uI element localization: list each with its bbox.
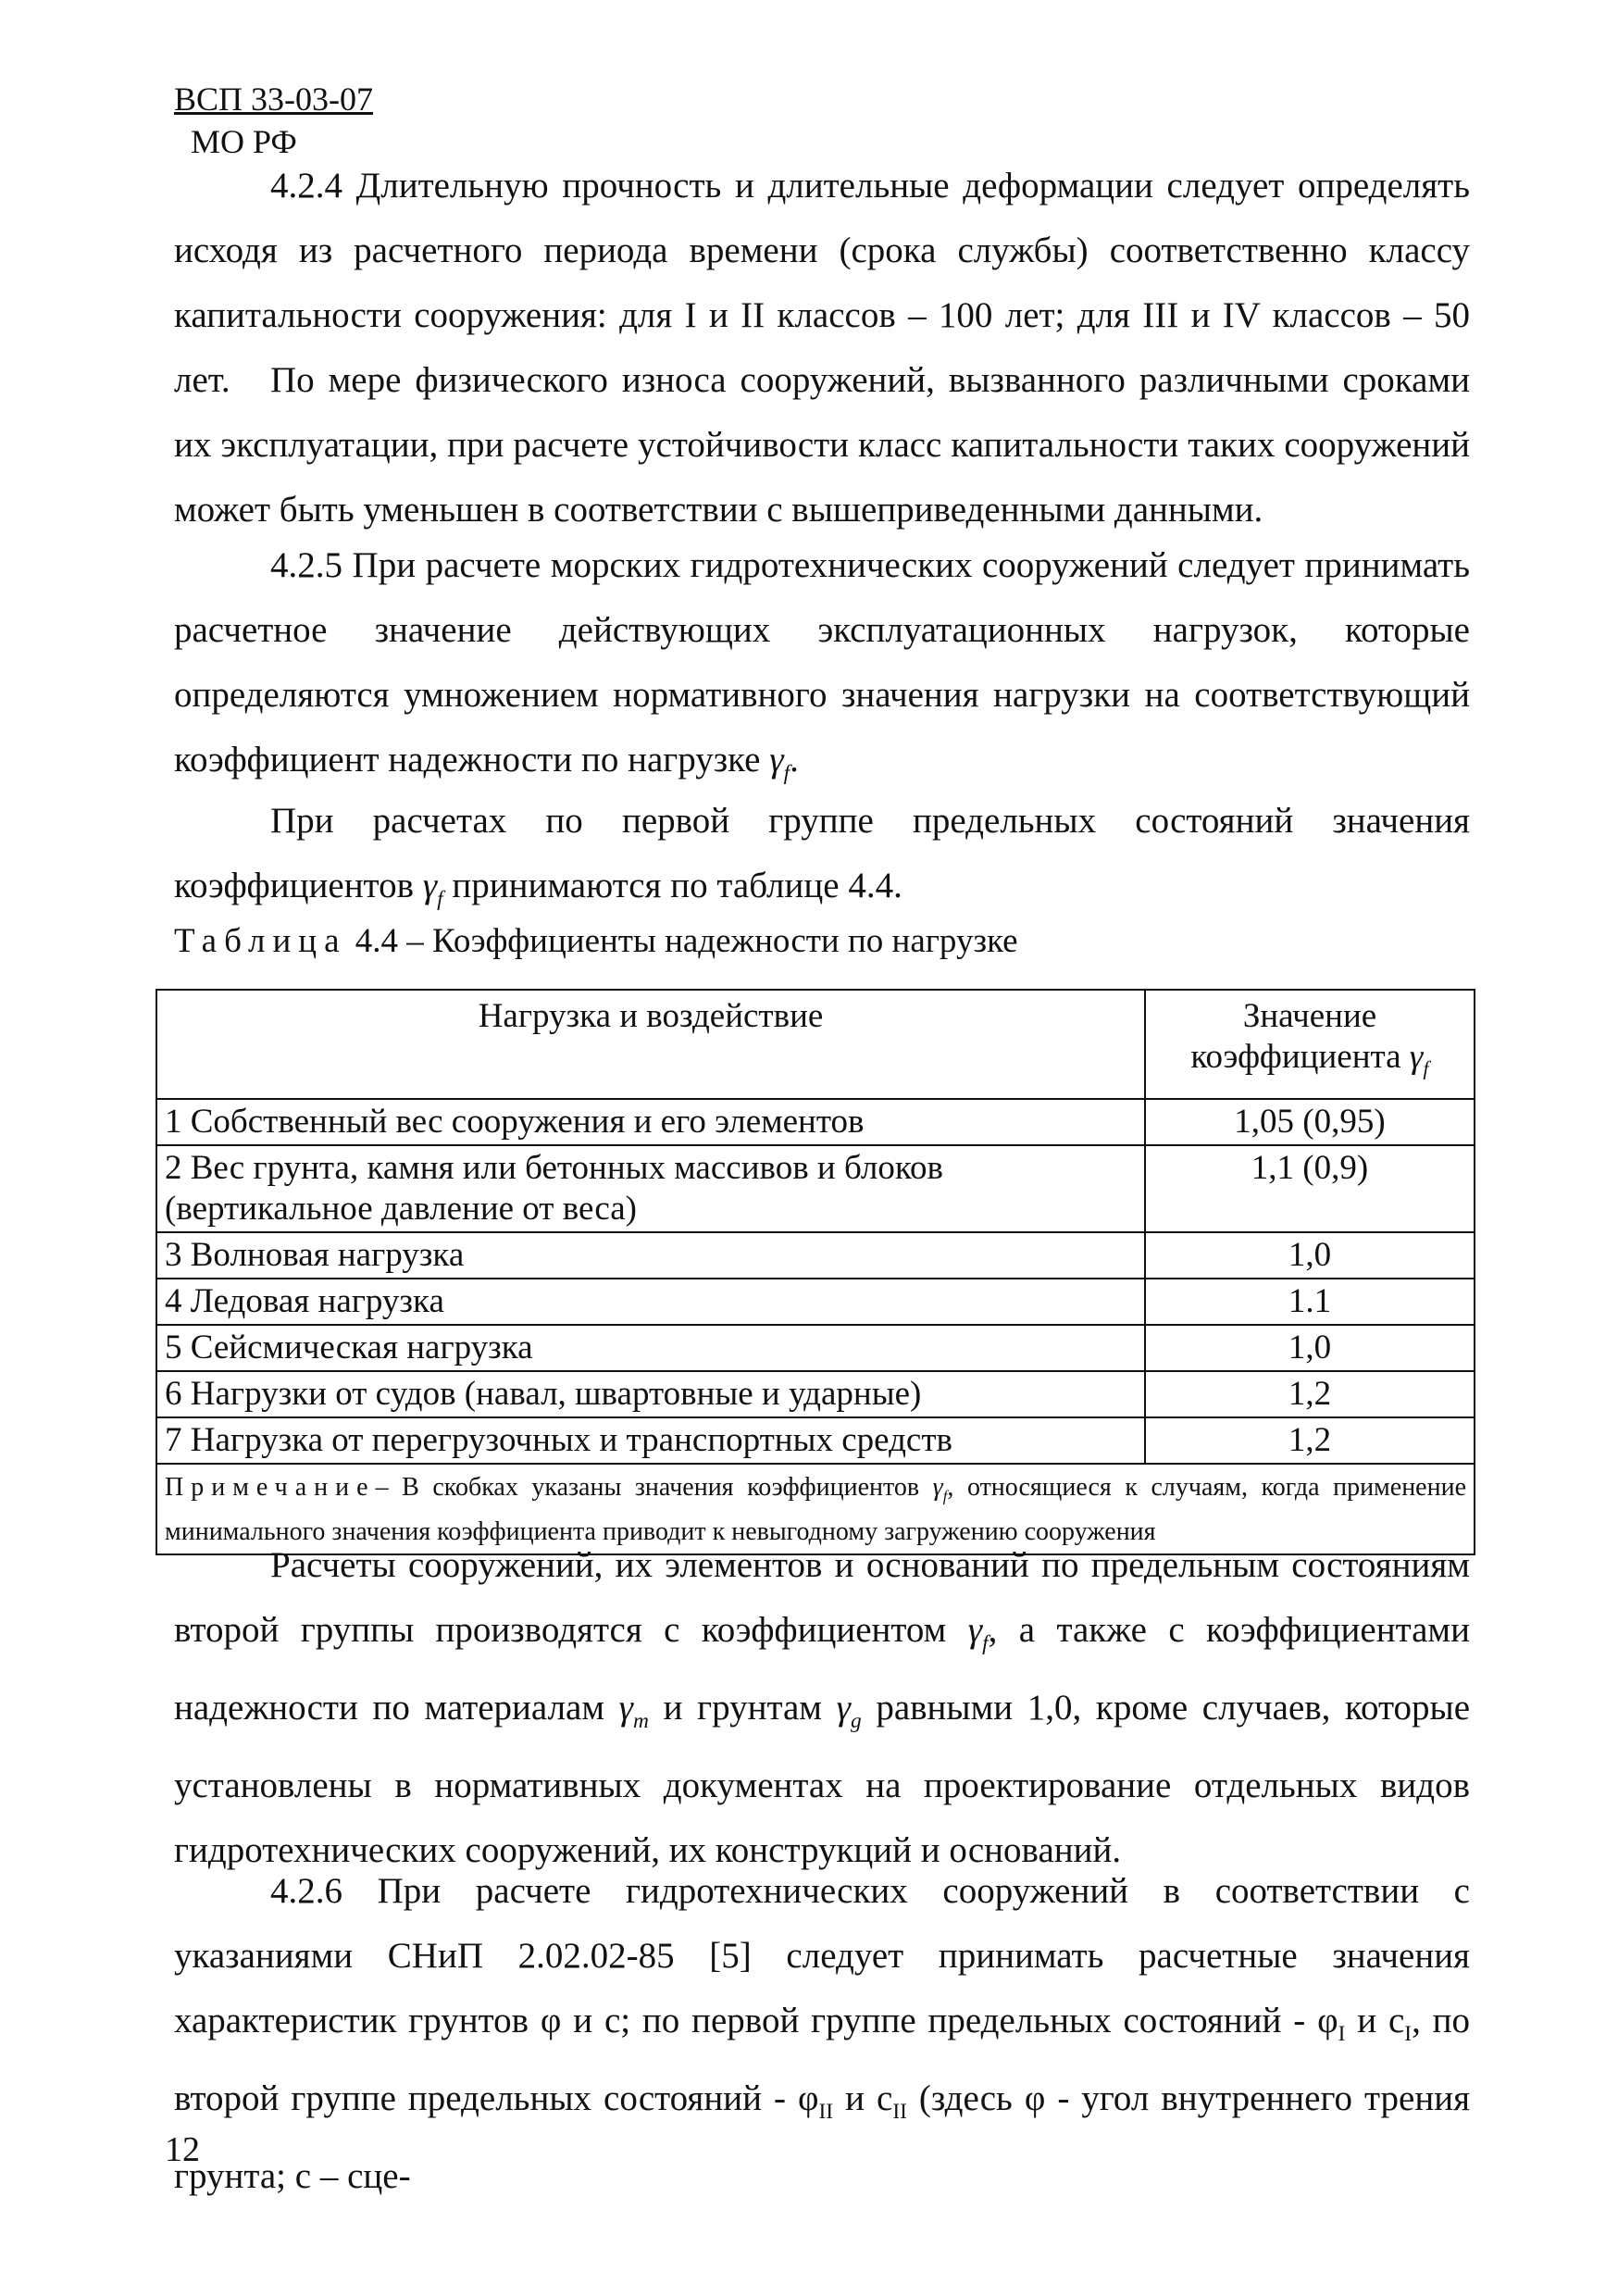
gamma-g-symbol: $\gamma_g$: [836, 1687, 862, 1733]
paragraph-second-group: Расчеты сооружений, их элементов и оснований по предельным состояниям второй группы производятся с коэффициентом $\gamma_f$, а также с коэффициентами надежности по материалам $\gamma_m$ и грунтам $\gamma_g$ равными 1,0, кроме случаев, которые установлены в нормативных документах на проектирование отдельных видов гидротехнических сооружений, их конструкций и оснований.: [174, 1545, 1471, 1870]
table-row: 7 Нагрузка от перегрузочных и транспортных средств 1,2: [156, 1417, 1475, 1464]
table-row: 1 Собственный вес сооружения и его элементов 1,05 (0,95): [156, 1099, 1475, 1145]
gamma-f-symbol: $\gamma_f$: [1409, 1038, 1429, 1080]
header-load: Нагрузка и воздействие: [156, 990, 1145, 1099]
table-row: 2 Вес грунта, камня или бетонных массивов и блоков (вертикальное давление от веса) 1,1 (0,9): [156, 1145, 1475, 1232]
paragraph-first-group: При расчетах по первой группе предельных состояний значения коэффициентов $\gamma_f$ принимаются по таблице 4.4.: [174, 801, 1470, 911]
table-row: 4 Ледовая нагрузка 1.1: [156, 1279, 1475, 1325]
table-note: Примечание– В скобках указаны значения коэффициентов $\gamma_f$, относящиеся к случаям, когда применение минимального значения коэффициента приводит к невыгодному загружению сооружения: [156, 1464, 1475, 1554]
phi-I-symbol: $\varphi_I$: [1317, 2001, 1346, 2046]
paragraph-4-2-6: 4.2.6 При расчете гидротехнических сооружений в соответствии с указаниями СНиП 2.02.02-85 [5] следует принимать расчетные значения характеристик грунтов φ и c; по первой группе предельных состояний - $\varphi_I$ и $c_I$, по второй группе предельных состояний - $\varphi_{II}$ и $c_{II}$ (здесь φ - угол внутреннего трения грунта; c – сце-: [174, 1871, 1471, 2196]
header-value: Значение коэффициента $\gamma_f$: [1145, 990, 1475, 1099]
table-caption: Таблица 4.4 – Коэффициенты надежности по нагрузке: [174, 922, 1018, 960]
gamma-m-symbol: $\gamma_m$: [618, 1687, 649, 1733]
c-I-symbol: $c_I$: [1388, 2001, 1413, 2046]
document-org: МО РФ: [191, 123, 297, 160]
phi-II-symbol: $\varphi_{II}$: [797, 2078, 834, 2124]
paragraph-wear: По мере физического износа сооружений, вызванного различными сроками их эксплуатации, при расчете устойчивости класс капитальности таких сооружений может быть уменьшен в соответствии с вышеприведенными данными.: [174, 360, 1470, 530]
paragraph-4-2-5: 4.2.5 При расчете морских гидротехнических сооружений следует принимать расчетное значение действующих эксплуатационных нагрузок, которые определяются умножением нормативного значения нагрузки на соответствующий коэффициент надежности по нагрузке $\gamma_f$.: [174, 545, 1470, 785]
table-header-row: [156, 990, 1475, 1099]
table-row: 3 Волновая нагрузка 1,0: [156, 1232, 1475, 1279]
gamma-f-symbol: $\gamma_f$: [967, 1610, 989, 1655]
gamma-f-symbol: $\gamma_f$: [932, 1473, 948, 1505]
gamma-f-symbol: $\gamma_f$: [769, 740, 790, 785]
document-code: ВСП 33-03-07: [174, 81, 373, 118]
reliability-factors-table: [156, 989, 1475, 1555]
document-header: [174, 78, 373, 163]
gamma-f-symbol: $\gamma_f$: [422, 866, 443, 911]
table-row: 6 Нагрузки от судов (навал, швартовные и ударные) 1,2: [156, 1371, 1475, 1417]
table-row: 5 Сейсмическая нагрузка 1,0: [156, 1325, 1475, 1371]
page-number: 12: [165, 2130, 200, 2169]
paragraph-4-2-4: 4.2.4 Длительную прочность и длительные деформации следует определять исходя из расчетного периода времени (срока службы) соответственно классу капитальности сооружения: для I и II классов – 100 лет; для III и IV классов – 50 лет.: [174, 166, 1470, 400]
c-II-symbol: $c_{II}$: [877, 2078, 907, 2124]
